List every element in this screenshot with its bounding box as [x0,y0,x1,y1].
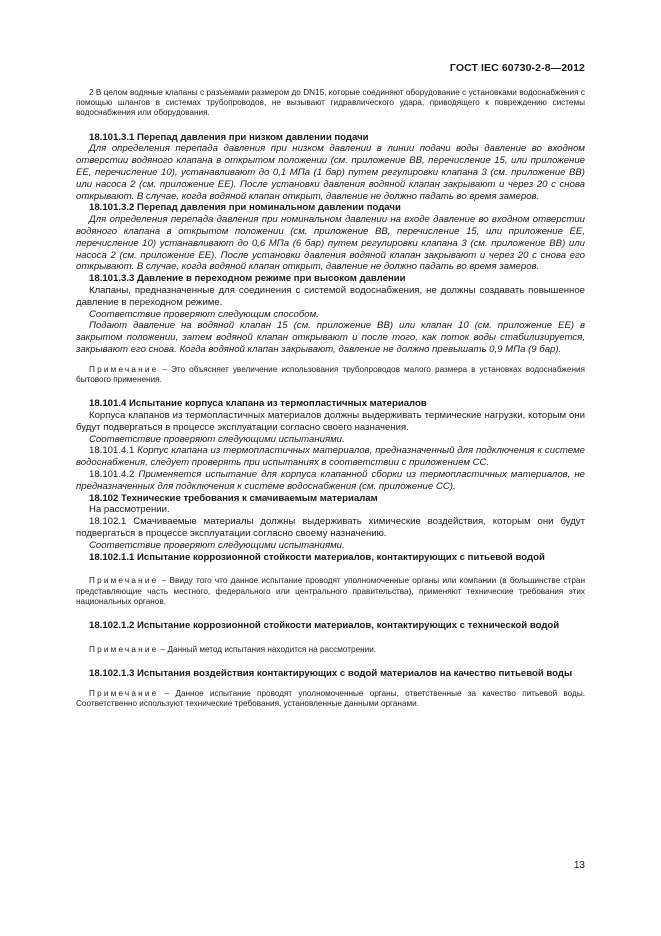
section-heading: 18.102.1.3 Испытания воздействия контактирующих с водой материалов на качество питьевой воды [89,667,573,679]
compliance-text: Соответствие проверяют следующим способом. [89,308,319,320]
compliance-text: Соответствие проверяют следующими испытаниями. [89,539,345,551]
section-heading: 18.101.4 Испытание корпуса клапана из термопластичных материалов [89,398,427,410]
section-heading: 18.101.3.2 Перепад давления при номинальном давлении подачи [89,202,401,214]
page-number: 13 [573,860,585,871]
page-content [76,88,585,709]
note-paragraph [76,689,585,709]
subsection-body: Корпус клапана из термопластичных материалов, предназначенный для подключения к системе водоснабжения, следует проверять при испытаниях в соответствии с приложением СС. [76,445,585,469]
document-code: ГОСТ IEC 60730-2-8—2012 [449,62,585,74]
subsection-number: 18.101.4.2 [89,468,135,480]
note-label: Примечание [89,644,159,654]
note-paragraph: 2 В целом водяные клапаны с разъемами размером до DN15, которые соединяют оборудование с установками водоснабжения с помощью шлангов в системах трубопроводов, не вызывают гидравлического удара, приводящего к повреждению системы водоснабжения или оборудования. [76,88,585,118]
note-text: – Это объясняет увеличение использования трубопроводов малого размера в установках водоснабжения бытового применения. [76,364,585,384]
section-text: Для определения перепада давления при низком давлении в линии подачи воды давление во входном отверстии водяного клапана в открытом положении (см. приложение ВВ, перечисление 15, или приложение ЕЕ, перечисление 10), устанавливают до 0,1 МПа (1 бар) путем регулировки клапана 3 (см. приложение ВВ) или насоса 2 (см. приложение ЕЕ). После установки давления водяной клапан закрывают и через 20 с снова открывают. В случае, когда водяной клапан открыт, давление не должно падать во время замеров. [76,143,585,202]
section-text: Клапаны, предназначенные для соединения с системой водоснабжения, не должны создавать повышенное давление в переходном режиме. [76,284,585,308]
section-heading: 18.101.3.3 Давление в переходном режиме при высоком давлении [89,273,406,285]
note-paragraph [76,645,585,655]
note-label: Примечание [89,364,159,374]
subsection-text [76,469,585,493]
test-method-text: Подают давление на водяной клапан 15 (см. приложение ВВ) или клапан 10 (см. приложение ЕЕ) в закрытом положении, затем водяной клапан открывают и после того, как поток воды стабилизируется, закрывают его снова. Когда водяной клапан закрывают, давление не должно превышать 0,9 МПа (9 бар). [76,320,585,355]
section-heading: 18.102.1.1 Испытание коррозионной стойкости материалов, контактирующих с питьевой водой [89,551,545,563]
subsection-number: 18.101.4.1 [89,445,135,457]
section-text: 18.102.1 Смачиваемые материалы должны выдерживать химические воздействия, которым они будут подвергаться в процессе эксплуатации согласно своему назначению. [76,516,585,539]
compliance-text: Соответствие проверяют следующими испытаниями. [89,433,345,445]
note-paragraph [76,576,585,607]
section-heading: 18.101.3.1 Перепад давления при низком давлении подачи [89,131,369,143]
note-label: Примечание [89,576,159,586]
note-text: – Данное испытание проводят уполномоченные органы, ответственные за качество питьевой воды. Соответственно используют технические требования, установленные данными органами. [76,688,585,708]
subsection-body: Применяется испытание для корпуса клапанной сборки из термопластичных материалов, не предназначенных для подключения к системе водоснабжения (см. приложение СС). [76,468,585,492]
note-text: – Ввиду того что данное испытание проводят уполномоченные органы или компании (в большинстве стран представляющие часть местного, федерального или центрального правительства), применяют технические требования этих национальных органов. [76,576,585,606]
section-text: На рассмотрении. [89,504,170,516]
section-heading: 18.102.1.2 Испытание коррозионной стойкости материалов, контактирующих с технической водой [89,619,560,631]
note-label: Примечание [89,688,159,698]
section-text: Для определения перепада давления при номинальном давлении на входе давление во входном отверстии водяного клапана в открытом положении (см. приложение ВВ, перечисление 15, или приложение ЕЕ, перечисление 10) устанавливают до 0,6 МПа (6 бар) путем регулировки клапана 3 (см. приложение ВВ) или насоса 2 (см. приложение ЕЕ). После установки давления водяной клапан закрывают и через 20 с снова его открывают. В случае, когда водяной клапан открыт, давление не должно падать во время замеров. [76,214,585,273]
note-text: – Данный метод испытания находится на рассмотрении. [158,644,377,654]
subsection-text [76,445,585,469]
section-heading: 18.102 Технические требования к смачиваемым материалам [89,492,378,504]
section-text: Корпуса клапанов из термопластичных материалов должны выдерживать термические нагрузки, которым они будут подвергаться в процессе эксплуатации согласно своего назначения. [76,409,585,433]
note-paragraph [76,365,585,385]
